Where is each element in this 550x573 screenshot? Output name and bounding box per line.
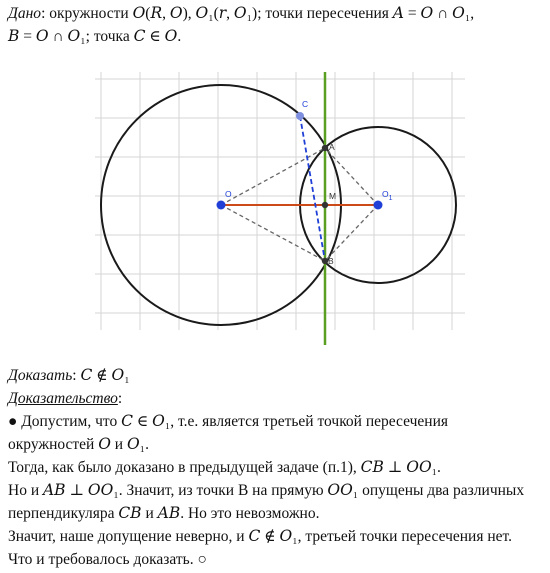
label-o1-main: O: [382, 189, 389, 199]
point-o1: [374, 201, 383, 210]
label-o1-sub: 1: [388, 195, 393, 202]
dashed-ob: [221, 205, 325, 261]
label-m: M: [329, 191, 337, 201]
given-text-1: : окружности 𝑂(𝑅, 𝑂), 𝑂₁(𝑟, 𝑂₁); точки пересечения 𝐴 = 𝑂 ∩ 𝑂₁,: [41, 5, 475, 22]
point-a: [322, 145, 328, 151]
label-b: B: [328, 256, 334, 266]
point-o: [217, 201, 226, 210]
dashed-o1b: [325, 205, 378, 261]
point-m: [322, 202, 328, 208]
given-label: Дано: [8, 5, 42, 22]
prove-label: Доказать: [8, 367, 73, 384]
grid: [95, 72, 465, 330]
label-o: O: [225, 189, 232, 199]
proof-line: Значит, наше допущение неверно, и 𝐶 ∉ 𝑂₁, третьей точки пересечения нет.: [8, 528, 512, 545]
proof-line: ● Допустим, что 𝐶 ∈ 𝑂₁, т.е. является третьей точкой пересечения: [8, 413, 449, 430]
prove-text: : 𝐶 ∉ 𝑂₁: [72, 367, 130, 384]
label-c: C: [302, 99, 309, 109]
proof-line: Но и 𝐴𝐵 ⊥ 𝑂𝑂₁. Значит, из точки В на прямую 𝑂𝑂₁ опущены два различных: [8, 482, 525, 499]
prove-line: [8, 366, 130, 386]
proof-line: Тогда, как было доказано в предыдущей задаче (п.1), 𝐶𝐵 ⊥ 𝑂𝑂₁.: [8, 459, 441, 476]
proof-colon: :: [117, 390, 123, 407]
proof-label: Доказательство: [8, 390, 118, 407]
proof-heading: [8, 389, 122, 409]
given-text-2: 𝐵 = 𝑂 ∩ 𝑂₁; точка 𝐶 ∈ 𝑂.: [8, 28, 182, 45]
point-c: [296, 112, 304, 120]
label-o1: [382, 189, 393, 202]
proof-line: окружностей 𝑂 и 𝑂₁.: [8, 436, 149, 453]
label-a: A: [329, 142, 335, 152]
proof-line: перпендикуляра 𝐶𝐵 и 𝐴𝐵. Но это невозможно.: [8, 505, 320, 522]
proof-line: Что и требовалось доказать. ○: [8, 551, 207, 568]
